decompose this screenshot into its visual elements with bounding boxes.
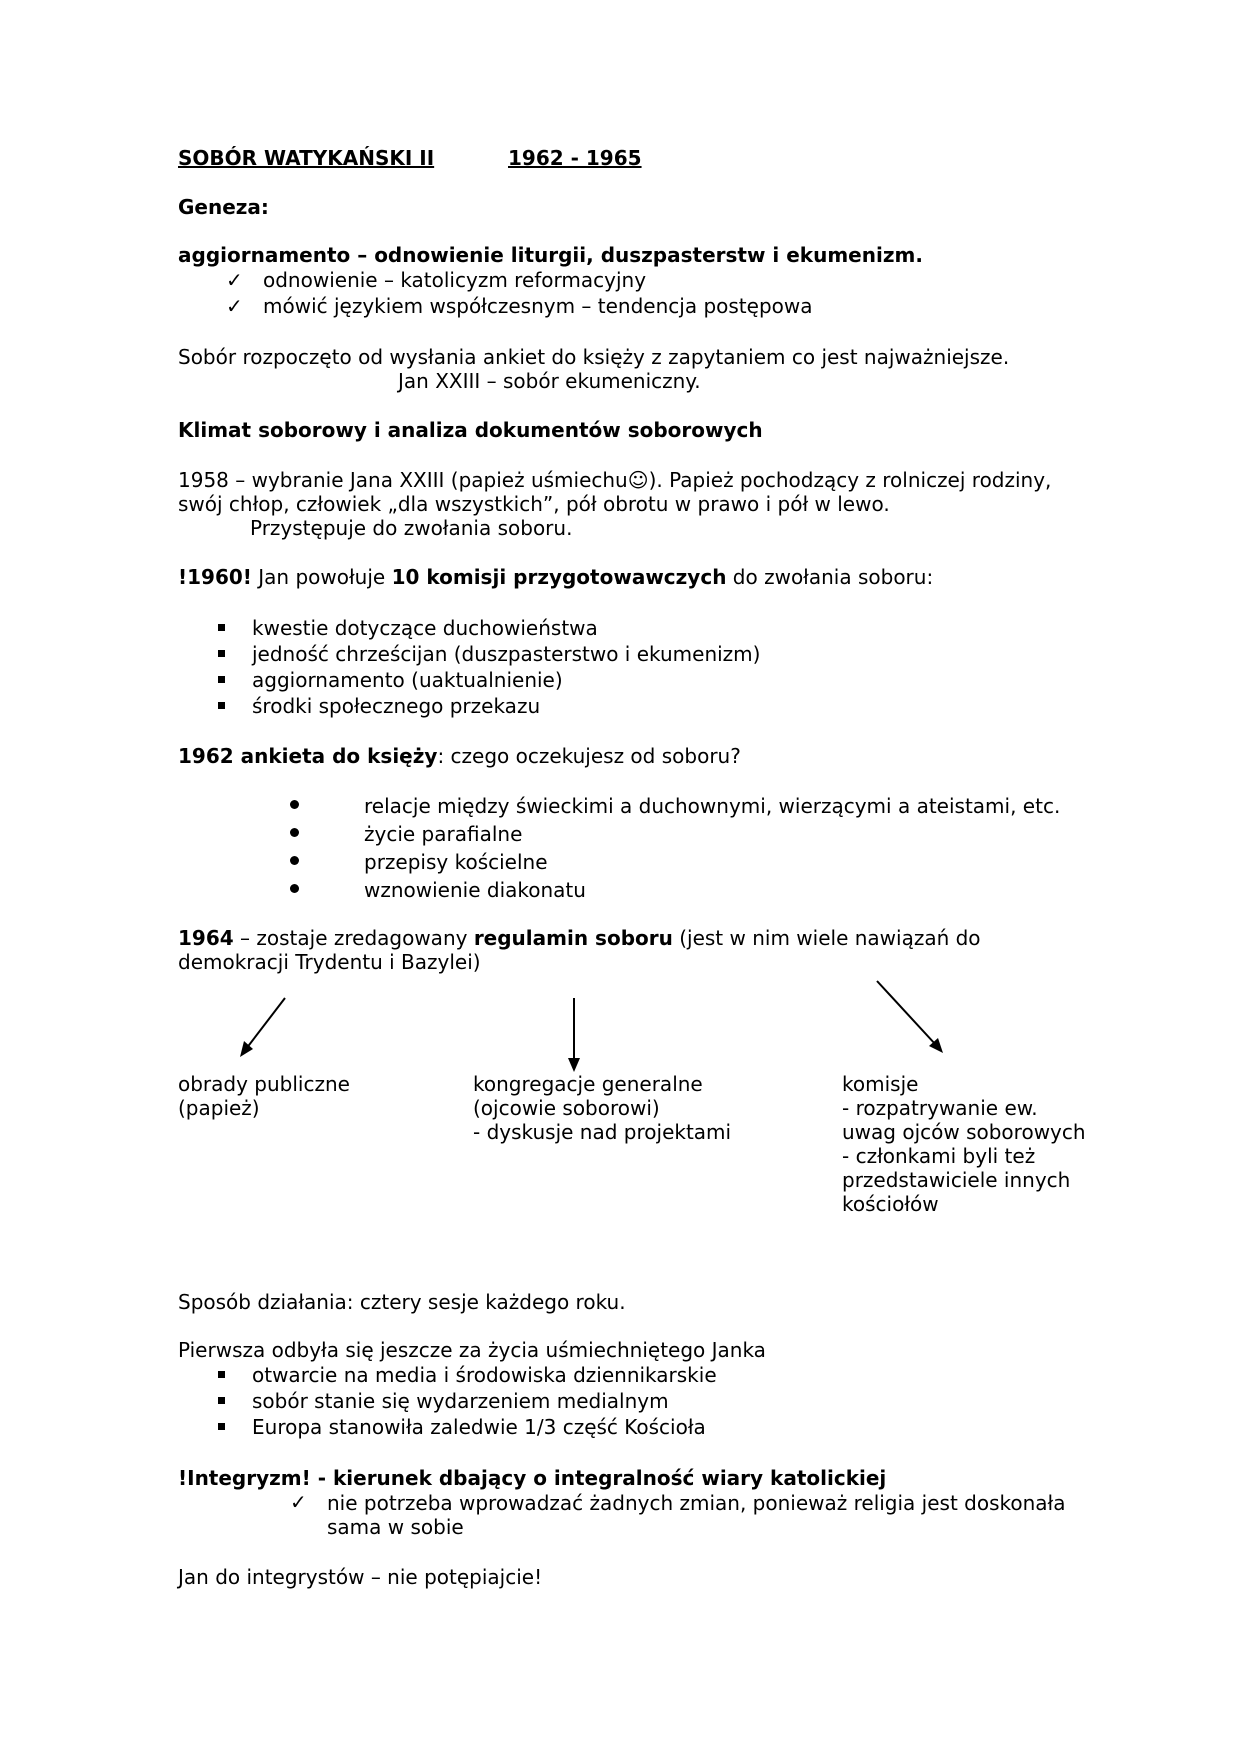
list-item: jedność chrześcijan (duszpasterstwo i ekumenizm) (252, 642, 761, 666)
list-item: aggiornamento (uaktualnienie) (252, 668, 563, 692)
y1964-bold-regulamin: regulamin soboru (473, 926, 673, 950)
column-right-line: - rozpatrywanie ew. (842, 1096, 1038, 1120)
column-center-line: (ojcowie soborowi) (473, 1096, 660, 1120)
doc-title-right: 1962 - 1965 (508, 146, 642, 170)
list-item: przepisy kościelne (364, 850, 548, 874)
y1958-line2: swój chłop, człowiek „dla wszystkich”, pół obrotu w prawo i pół w lewo. (178, 492, 890, 516)
column-right-line: przedstawiciele innych (842, 1168, 1071, 1192)
y1964-bold: 1964 (178, 926, 234, 950)
y1960-text: Jan powołuje (251, 565, 392, 589)
y1960-bold-komisje: 10 komisji przygotowawczych (391, 565, 727, 589)
y1960-text-end: do zwołania soboru: (726, 565, 934, 589)
column-center-line: kongregacje generalne (473, 1072, 703, 1096)
column-right-line: - członkami byli też (842, 1144, 1036, 1168)
klimat-heading: Klimat soborowy i analiza dokumentów soborowych (178, 418, 763, 442)
square-bullet-icon (218, 1397, 225, 1404)
list-item: Europa stanowiła zaledwie 1/3 część Kościoła (252, 1415, 706, 1439)
sobor-start-line1: Sobór rozpoczęto od wysłania ankiet do księży z zapytaniem co jest najważniejsze. (178, 345, 1010, 369)
integryzm-check-line2: sama w sobie (327, 1515, 464, 1539)
list-item: wznowienie diakonatu (364, 878, 586, 902)
square-bullet-icon (218, 1371, 225, 1378)
column-right-line: komisje (842, 1072, 919, 1096)
y1958-line3: Przystępuje do zwołania soboru. (250, 516, 573, 540)
column-right-line: uwag ojców soborowych (842, 1120, 1086, 1144)
square-bullet-icon (218, 1423, 225, 1430)
y1960-bold: !1960! (178, 565, 252, 589)
column-left-line: (papież) (178, 1096, 260, 1120)
y1964-text-end: (jest w nim wiele nawiązań do (672, 926, 981, 950)
arrow-left-icon (246, 998, 285, 1049)
y1958-line1: 1958 – wybranie Jana XXIII (papież uśmiechu☺). Papież pochodzący z rolniczej rodziny, (178, 468, 1052, 492)
pierwsza-line: Pierwsza odbyła się jeszcze za życia uśmiechniętego Janka (178, 1338, 766, 1362)
y1962-bold: 1962 ankieta do księży (178, 744, 438, 768)
aggiornamento-bullet: odnowienie – katolicyzm reformacyjny (263, 268, 647, 292)
column-left-line: obrady publiczne (178, 1072, 350, 1096)
arrow-right-icon (877, 981, 936, 1045)
column-center-line: - dyskusje nad projektami (473, 1120, 732, 1144)
column-right-line: kościołów (842, 1192, 939, 1216)
aggiornamento-bullet: mówić językiem współczesnym – tendencja postępowa (263, 294, 813, 318)
list-item: kwestie dotyczące duchowieństwa (252, 616, 598, 640)
list-item: otwarcie na media i środowiska dziennikarskie (252, 1363, 717, 1387)
list-item: sobór stanie się wydarzeniem medialnym (252, 1389, 669, 1413)
aggiornamento-heading: aggiornamento – odnowienie liturgii, duszpasterstw i ekumenizm. (178, 243, 923, 267)
y1962-text: : czego oczekujesz od soboru? (437, 744, 741, 768)
integryzm-check-line1: nie potrzeba wprowadzać żadnych zmian, ponieważ religia jest doskonała (327, 1491, 1066, 1515)
check-icon: ✓ (290, 1490, 307, 1514)
arrow-center-head (568, 1058, 580, 1072)
list-item: środki społecznego przekazu (252, 694, 541, 718)
doc-title-left: SOBÓR WATYKAŃSKI II (178, 146, 435, 170)
y1964-line2: demokracji Trydentu i Bazylei) (178, 950, 481, 974)
list-item: życie parafialne (364, 822, 523, 846)
integryzm-heading: !Integryzm! - kierunek dbający o integralność wiary katolickiej (178, 1466, 887, 1490)
check-icon: ✓ (226, 294, 243, 318)
sposob-line: Sposób działania: cztery sesje każdego roku. (178, 1290, 626, 1314)
geneza-heading: Geneza: (178, 195, 269, 219)
y1964-text: – zostaje zredagowany (233, 926, 474, 950)
sobor-start-line2: Jan XXIII – sobór ekumeniczny. (398, 369, 701, 393)
closing-line: Jan do integrystów – nie potępiajcie! (178, 1565, 543, 1589)
check-icon: ✓ (226, 268, 243, 292)
list-item: relacje między świeckimi a duchownymi, wierzącymi a ateistami, etc. (364, 794, 1061, 818)
